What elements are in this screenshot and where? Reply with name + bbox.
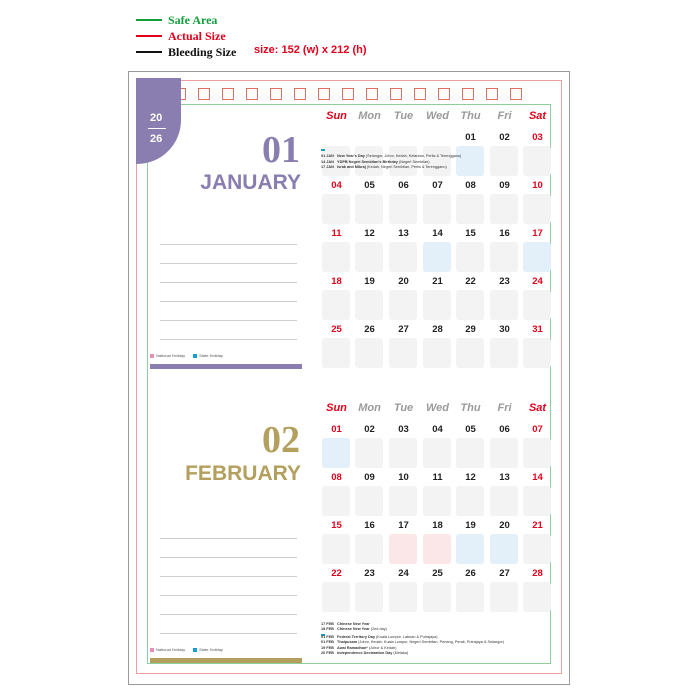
day-cell xyxy=(355,242,383,272)
spiral-hole xyxy=(462,88,474,100)
holiday-entry: 14 JAN YDPB Negeri Sembilan's Birthday (Negeri Sembilan) xyxy=(321,159,430,164)
holiday-legend-february xyxy=(150,647,223,652)
day-number: 18 xyxy=(331,276,342,287)
weekday-sat: Sat xyxy=(528,402,547,414)
day-cell xyxy=(490,582,518,612)
month-bar-january xyxy=(150,364,302,369)
day-number: 12 xyxy=(364,228,375,239)
day-cell xyxy=(490,194,518,224)
spiral-hole xyxy=(510,88,522,100)
day-cell xyxy=(523,242,551,272)
spiral-hole xyxy=(270,88,282,100)
note-line xyxy=(160,614,297,615)
weekday-tue: Tue xyxy=(393,110,414,122)
weekday-sun: Sun xyxy=(326,110,347,122)
day-cell xyxy=(523,438,551,468)
day-number: 21 xyxy=(432,276,443,287)
day-number: 19 xyxy=(364,276,375,287)
note-line xyxy=(160,263,297,264)
day-number: 30 xyxy=(499,324,510,335)
legend-bleeding-size xyxy=(136,44,236,60)
day-number: 05 xyxy=(465,424,476,435)
day-cell xyxy=(389,242,417,272)
day-number: 01 xyxy=(465,132,476,143)
weekday-sat: Sat xyxy=(528,110,547,122)
weekday-wed: Wed xyxy=(425,402,450,414)
legend-safe-area xyxy=(136,12,236,28)
legend-actual-size xyxy=(136,28,236,44)
state-holiday-swatch xyxy=(193,648,197,652)
note-line xyxy=(160,538,297,539)
month-name-february: FEBRUARY xyxy=(185,462,301,485)
day-cell xyxy=(355,534,383,564)
holiday-entry: 18 FEB Chinese New Year (2nd day) xyxy=(321,627,387,632)
day-number: 14 xyxy=(432,228,443,239)
bleeding-size-swatch xyxy=(136,51,162,53)
day-cell xyxy=(490,242,518,272)
day-cell xyxy=(456,338,484,368)
holiday-entry: 17 FEB Chinese New Year xyxy=(321,622,370,626)
day-number: 08 xyxy=(331,472,342,483)
month-bar-february xyxy=(150,658,302,663)
day-cell xyxy=(523,338,551,368)
state-holiday-label: State Holiday xyxy=(199,353,223,358)
note-line xyxy=(160,339,297,340)
print-legend xyxy=(136,12,236,60)
day-number: 11 xyxy=(432,472,443,483)
day-number: 16 xyxy=(499,228,510,239)
day-number: 22 xyxy=(465,276,476,287)
note-line xyxy=(160,282,297,283)
spiral-hole xyxy=(222,88,234,100)
day-cell xyxy=(322,534,350,564)
day-number: 15 xyxy=(331,520,342,531)
holiday-entry: 17 JAN Israk and Mikraj (Kedah, Negeri Sembilan, Perlis & Terengganu) xyxy=(321,165,447,170)
day-cell xyxy=(355,290,383,320)
month-number-january: 01 xyxy=(262,129,300,171)
day-cell xyxy=(389,486,417,516)
day-cell xyxy=(322,242,350,272)
day-cell xyxy=(523,582,551,612)
day-number: 20 xyxy=(499,520,510,531)
safe-area-swatch xyxy=(136,19,162,21)
day-number: 21 xyxy=(532,520,543,531)
holiday-list-february xyxy=(321,622,504,656)
holiday-entry: 01 JAN New Year's Day (Selangor, Johor, Kedah, Kelantan, Perlis & Terengganu) xyxy=(321,154,462,159)
day-number: 26 xyxy=(465,568,476,579)
day-cell xyxy=(456,290,484,320)
day-cell xyxy=(456,486,484,516)
state-holiday-marker xyxy=(321,149,325,151)
day-cell xyxy=(523,534,551,564)
day-cell xyxy=(322,338,350,368)
day-number: 12 xyxy=(465,472,476,483)
weekday-mon: Mon xyxy=(358,402,381,414)
weekday-fri: Fri xyxy=(497,402,512,414)
day-cell xyxy=(523,146,551,176)
note-line xyxy=(160,595,297,596)
national-holiday-label: National Holiday xyxy=(156,647,186,652)
day-cell xyxy=(456,534,484,564)
day-cell xyxy=(523,290,551,320)
day-cell xyxy=(322,486,350,516)
year-divider xyxy=(148,128,166,129)
day-number: 23 xyxy=(364,568,375,579)
day-number: 25 xyxy=(432,568,443,579)
day-number: 22 xyxy=(331,568,342,579)
note-line xyxy=(160,244,297,245)
day-number: 15 xyxy=(465,228,476,239)
spiral-hole xyxy=(198,88,210,100)
day-cell xyxy=(490,438,518,468)
day-number: 10 xyxy=(398,472,409,483)
holiday-entry: 19 FEB Awal Ramadhan* (Johor & Kedah) xyxy=(321,645,397,650)
weekday-wed: Wed xyxy=(425,110,450,122)
day-number: 06 xyxy=(398,180,409,191)
national-holiday-swatch xyxy=(150,648,154,652)
day-number: 09 xyxy=(364,472,375,483)
day-number: 10 xyxy=(532,180,543,191)
day-cell xyxy=(423,438,451,468)
national-holiday-label: National Holiday xyxy=(156,353,186,358)
weekday-thu: Thu xyxy=(460,402,481,414)
spiral-hole xyxy=(318,88,330,100)
legend-label: Bleeding Size xyxy=(168,44,237,59)
day-number: 17 xyxy=(398,520,409,531)
holiday-list-january xyxy=(321,148,461,171)
day-cell xyxy=(456,194,484,224)
day-number: 17 xyxy=(532,228,543,239)
day-number: 02 xyxy=(364,424,375,435)
day-cell xyxy=(423,534,451,564)
day-number: 19 xyxy=(465,520,476,531)
day-cell xyxy=(389,582,417,612)
year-top: 20 xyxy=(150,112,163,124)
spiral-hole xyxy=(246,88,258,100)
weekday-thu: Thu xyxy=(460,110,481,122)
day-number: 09 xyxy=(499,180,510,191)
weekday-fri: Fri xyxy=(497,110,512,122)
day-cell xyxy=(423,338,451,368)
legend-label: Safe Area xyxy=(168,12,218,27)
day-cell xyxy=(389,338,417,368)
day-cell xyxy=(490,290,518,320)
spiral-hole xyxy=(414,88,426,100)
day-number: 16 xyxy=(364,520,375,531)
day-cell xyxy=(389,534,417,564)
day-number: 02 xyxy=(499,132,510,143)
day-cell xyxy=(523,194,551,224)
day-number: 20 xyxy=(398,276,409,287)
day-number: 24 xyxy=(398,568,409,579)
day-cell xyxy=(523,486,551,516)
spiral-hole xyxy=(342,88,354,100)
day-number: 06 xyxy=(499,424,510,435)
day-number: 28 xyxy=(532,568,543,579)
day-cell xyxy=(423,290,451,320)
spiral-holes xyxy=(150,88,530,102)
day-cell xyxy=(456,582,484,612)
day-number: 07 xyxy=(532,424,543,435)
note-line xyxy=(160,320,297,321)
holiday-legend-january xyxy=(150,353,223,358)
note-line xyxy=(160,301,297,302)
day-cell xyxy=(355,338,383,368)
day-cell xyxy=(423,194,451,224)
state-holiday-swatch xyxy=(193,354,197,358)
day-number: 29 xyxy=(465,324,476,335)
size-label: size: 152 (w) x 212 (h) xyxy=(254,44,367,56)
weekday-mon: Mon xyxy=(358,110,381,122)
holiday-entry: 01 FEB Thaipusam (Johor, Kedah, Kuala Lumpur, Negeri Sembilan, Penang, Perak, Putrajaya & Selangor) xyxy=(321,640,505,645)
day-number: 03 xyxy=(532,132,543,143)
day-cell xyxy=(322,582,350,612)
day-number: 08 xyxy=(465,180,476,191)
spiral-hole xyxy=(390,88,402,100)
day-number: 25 xyxy=(331,324,342,335)
holiday-entry: 20 FEB Independence Declaration Day (Melaka) xyxy=(321,651,409,656)
state-holiday-label: State Holiday xyxy=(199,647,223,652)
spiral-hole xyxy=(438,88,450,100)
day-cell xyxy=(355,438,383,468)
day-cell xyxy=(456,242,484,272)
day-number: 13 xyxy=(499,472,510,483)
day-number: 13 xyxy=(398,228,409,239)
day-number: 11 xyxy=(331,228,342,239)
day-cell xyxy=(322,438,350,468)
day-number: 07 xyxy=(432,180,443,191)
day-number: 04 xyxy=(331,180,342,191)
day-cell xyxy=(355,194,383,224)
day-cell xyxy=(490,534,518,564)
day-cell xyxy=(490,146,518,176)
note-line xyxy=(160,633,297,634)
actual-size-swatch xyxy=(136,35,162,37)
day-cell xyxy=(456,438,484,468)
month-number-february: 02 xyxy=(262,419,300,461)
year-bottom: 26 xyxy=(150,133,163,145)
day-cell xyxy=(355,486,383,516)
day-number: 27 xyxy=(499,568,510,579)
day-number: 03 xyxy=(398,424,409,435)
spiral-hole xyxy=(486,88,498,100)
note-line xyxy=(160,557,297,558)
day-number: 05 xyxy=(364,180,375,191)
spiral-hole xyxy=(366,88,378,100)
note-line xyxy=(160,576,297,577)
month-name-january: JANUARY xyxy=(200,171,301,194)
day-number: 26 xyxy=(364,324,375,335)
day-cell xyxy=(322,290,350,320)
day-cell xyxy=(389,438,417,468)
day-number: 18 xyxy=(432,520,443,531)
day-number: 04 xyxy=(432,424,443,435)
day-cell xyxy=(322,194,350,224)
spiral-hole xyxy=(294,88,306,100)
day-cell xyxy=(355,582,383,612)
day-cell xyxy=(389,290,417,320)
day-number: 31 xyxy=(532,324,543,335)
day-cell xyxy=(490,338,518,368)
day-number: 14 xyxy=(532,472,543,483)
day-number: 24 xyxy=(532,276,543,287)
day-number: 27 xyxy=(398,324,409,335)
weekday-tue: Tue xyxy=(393,402,414,414)
national-holiday-swatch xyxy=(150,354,154,358)
weekday-sun: Sun xyxy=(326,402,347,414)
holiday-entry: 01 FEB Federal Territory Day (Kuala Lumpur, Labuan & Putrajaya) xyxy=(321,634,438,639)
day-number: 23 xyxy=(499,276,510,287)
day-number: 01 xyxy=(331,424,342,435)
day-number: 28 xyxy=(432,324,443,335)
legend-label: Actual Size xyxy=(168,28,226,43)
day-cell xyxy=(389,194,417,224)
day-cell xyxy=(490,486,518,516)
day-cell xyxy=(423,486,451,516)
day-cell xyxy=(423,242,451,272)
day-cell xyxy=(423,582,451,612)
